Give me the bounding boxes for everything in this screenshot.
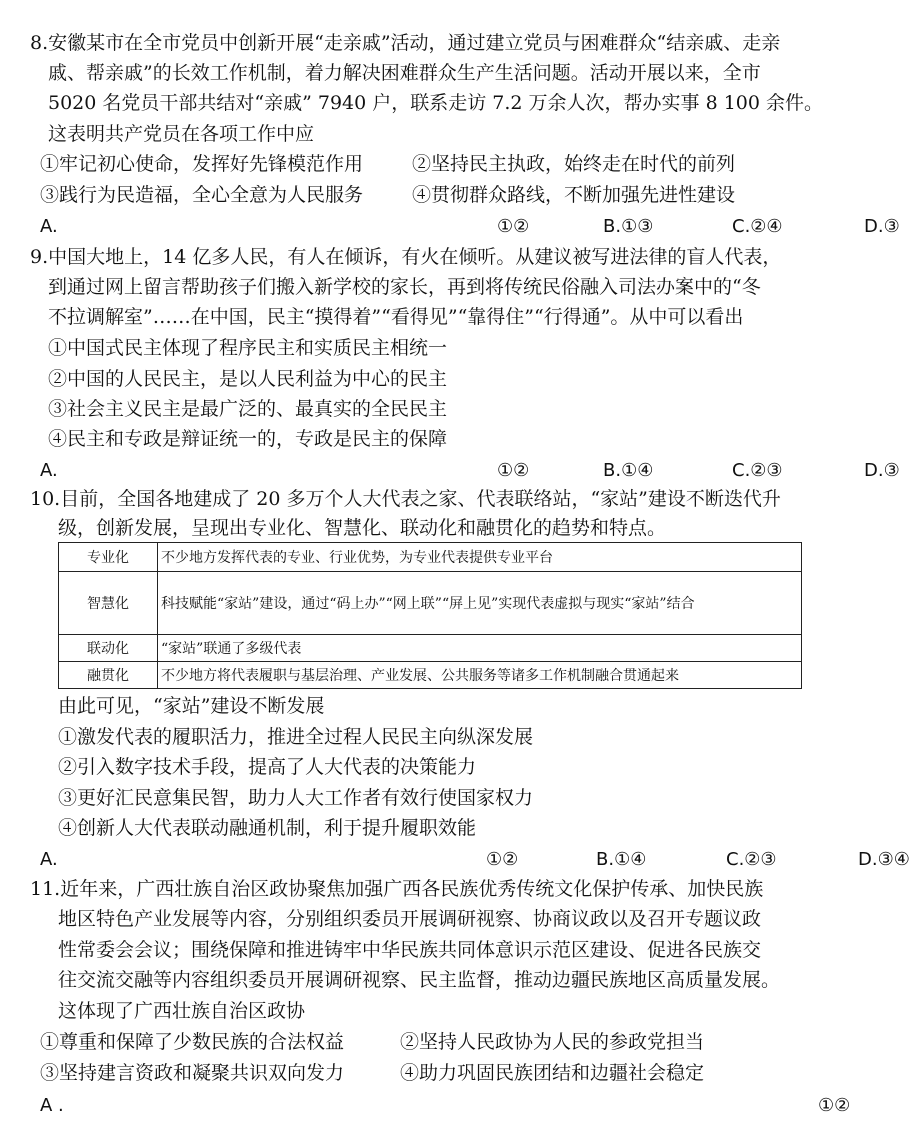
q8-stem-line-3: 5020 名党员干部共结对“亲戚” 7940 户，联系走访 7.2 万余人次，帮办实事 8 100 余件。 xyxy=(48,92,824,114)
q8-option-1: ①牢记初心使命，发挥好先锋模范作用 xyxy=(40,153,364,175)
table-key: 联动化 xyxy=(59,635,158,662)
q9-stem-line-3: 不拉调解室”……在中国，民主“摸得着”“看得见”“靠得住”“行得通”。从中可以看出 xyxy=(48,306,744,328)
q8-option-2: ②坚持民主执政，始终走在时代的前列 xyxy=(412,153,736,175)
q11-stem-line-1: 11.近年来，广西壮族自治区政协聚焦加强广西各民族优秀传统文化保护传承、加快民族 xyxy=(30,878,764,900)
q9-choice-c[interactable]: C.②③ xyxy=(732,460,783,481)
q9-choice-a-value[interactable]: ①② xyxy=(497,460,530,481)
table-key: 融贯化 xyxy=(59,662,158,689)
q9-option-2: ②中国的人民民主，是以人民利益为中心的民主 xyxy=(48,368,448,390)
q10-option-1: ①激发代表的履职活力，推进全过程人民民主向纵深发展 xyxy=(58,726,534,748)
q8-option-3: ③践行为民造福，全心全意为人民服务 xyxy=(40,184,364,206)
table-value: 不少地方发挥代表的专业、行业优势，为专业代表提供专业平台 xyxy=(158,543,802,572)
q10-choice-c[interactable]: C.②③ xyxy=(726,849,777,870)
q8-stem-line-2: 戚、帮亲戚”的长效工作机制，着力解决困难群众生产生活问题。活动开展以来，全市 xyxy=(48,62,761,84)
q11-option-4: ④助力巩固民族团结和边疆社会稳定 xyxy=(400,1062,705,1084)
q8-option-4: ④贯彻群众路线，不断加强先进性建设 xyxy=(412,184,736,206)
q8-choice-c[interactable]: C.②④ xyxy=(732,216,783,237)
q11-stem-line-3: 性常委会会议；围绕保障和推进铸牢中华民族共同体意识示范区建设、促进各民族交 xyxy=(58,939,762,961)
table-key: 专业化 xyxy=(59,543,158,572)
q10-option-2: ②引入数字技术手段，提高了人大代表的决策能力 xyxy=(58,756,477,778)
q10-choice-d[interactable]: D.③④ xyxy=(858,849,910,870)
table-row xyxy=(59,543,802,572)
q10-choice-a-label[interactable]: A. xyxy=(40,849,58,870)
q9-stem-line-1: 9.中国大地上，14 亿多人民，有人在倾诉，有火在倾听。从建议被写进法律的盲人代表， xyxy=(30,246,782,268)
table-value: “家站”联通了多级代表 xyxy=(158,635,802,662)
q10-stem-line-1: 10.目前，全国各地建成了 20 多万个人大代表之家、代表联络站，“家站”建设不断迭代升 xyxy=(30,488,781,510)
q11-option-1: ①尊重和保障了少数民族的合法权益 xyxy=(40,1031,345,1053)
q8-choice-a-value[interactable]: ①② xyxy=(497,216,530,237)
q9-stem-line-2: 到通过网上留言帮助孩子们搬入新学校的家长，再到将传统民俗融入司法办案中的“冬 xyxy=(48,276,761,298)
q10-choice-a-value[interactable]: ①② xyxy=(486,849,519,870)
q9-choice-b[interactable]: B.①④ xyxy=(603,460,654,481)
q10-option-4: ④创新人大代表联动融通机制，利于提升履职效能 xyxy=(58,817,477,839)
q10-choice-b[interactable]: B.①④ xyxy=(596,849,647,870)
q11-option-2: ②坚持人民政协为人民的参政党担当 xyxy=(400,1031,705,1053)
table-row xyxy=(59,572,802,635)
q8-choice-a-label[interactable]: A. xyxy=(40,216,58,237)
q11-choice-a-label[interactable]: A . xyxy=(40,1095,64,1116)
q9-choice-d[interactable]: D.③ xyxy=(864,460,900,481)
q8-stem-line-4: 这表明共产党员在各项工作中应 xyxy=(48,123,315,145)
q9-option-3: ③社会主义民主是最广泛的、最真实的全民民主 xyxy=(48,398,448,420)
q10-feature-table xyxy=(58,542,802,689)
q10-option-3: ③更好汇民意集民智，助力人大工作者有效行使国家权力 xyxy=(58,787,534,809)
table-value: 不少地方将代表履职与基层治理、产业发展、公共服务等诸多工作机制融合贯通起来 xyxy=(158,662,802,689)
q10-stem-after-table: 由此可见，“家站”建设不断发展 xyxy=(58,695,325,717)
table-row xyxy=(59,635,802,662)
q11-stem-line-5: 这体现了广西壮族自治区政协 xyxy=(58,1000,306,1022)
q8-choice-d[interactable]: D.③ xyxy=(864,216,900,237)
table-row xyxy=(59,662,802,689)
q8-choice-b[interactable]: B.①③ xyxy=(603,216,654,237)
table-value: 科技赋能“家站”建设，通过“码上办”“网上联”“屏上见”实现代表虚拟与现实“家站”结合 xyxy=(158,572,802,635)
q11-option-3: ③坚持建言资政和凝聚共识双向发力 xyxy=(40,1062,345,1084)
q11-stem-line-2: 地区特色产业发展等内容，分别组织委员开展调研视察、协商议政以及召开专题议政 xyxy=(58,908,762,930)
q11-choice-a-value[interactable]: ①② xyxy=(818,1095,851,1116)
q11-stem-line-4: 往交流交融等内容组织委员开展调研视察、民主监督，推动边疆民族地区高质量发展。 xyxy=(58,969,781,991)
q10-stem-line-2: 级，创新发展，呈现出专业化、智慧化、联动化和融贯化的趋势和特点。 xyxy=(58,517,667,539)
table-key: 智慧化 xyxy=(59,572,158,635)
q9-option-4: ④民主和专政是辩证统一的，专政是民主的保障 xyxy=(48,428,448,450)
q8-stem-line-1: 8.安徽某市在全市党员中创新开展“走亲戚”活动，通过建立党员与困难群众“结亲戚、走亲 xyxy=(30,32,781,54)
q9-option-1: ①中国式民主体现了程序民主和实质民主相统一 xyxy=(48,337,448,359)
q9-choice-a-label[interactable]: A. xyxy=(40,460,58,481)
